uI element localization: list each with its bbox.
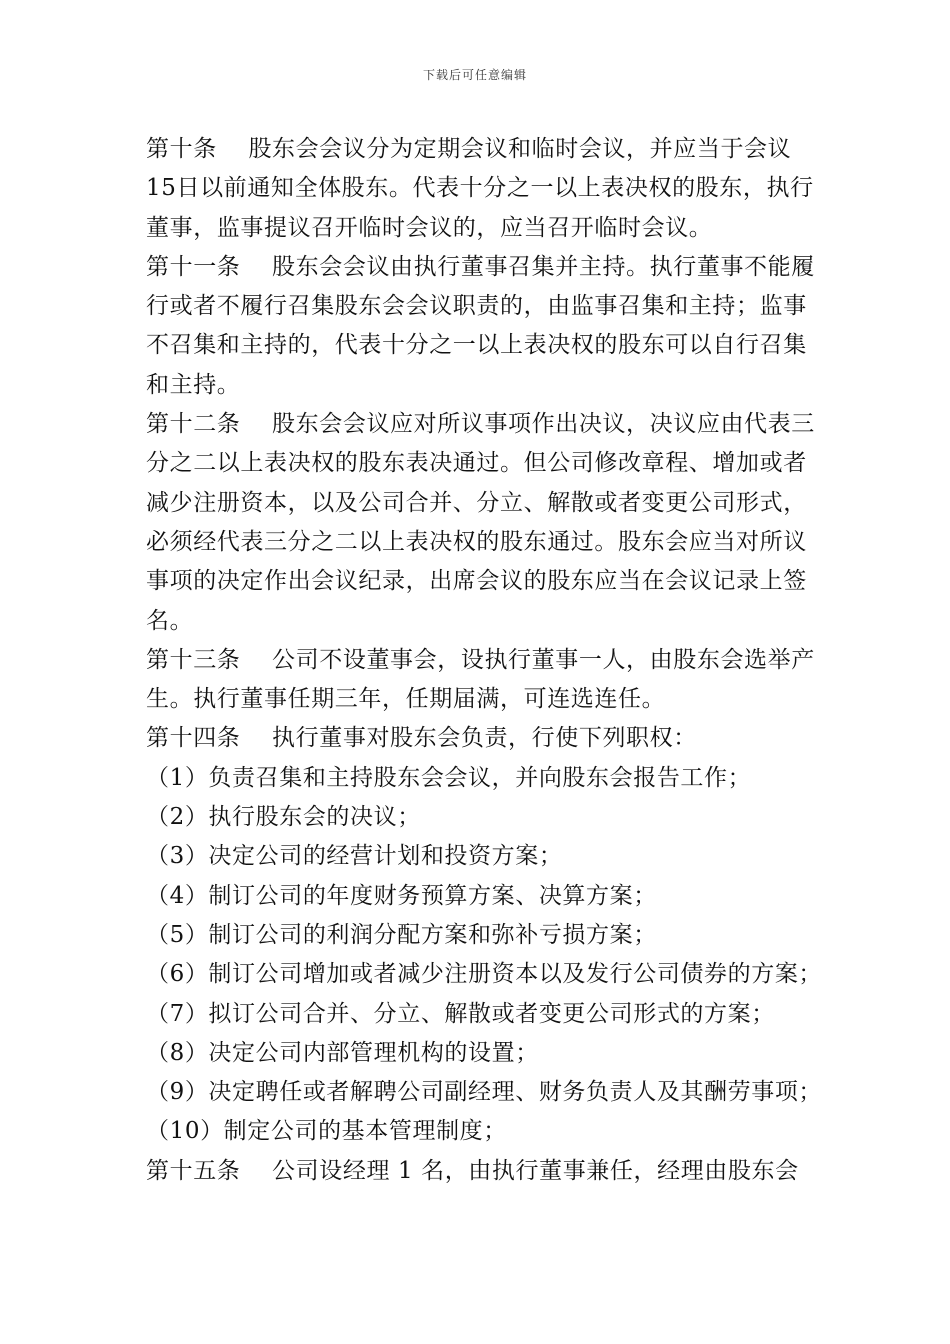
article-11: 第十一条 股东会会议由执行董事召集并主持。执行董事不能履行或者不履行召集股东会会议职责的，由监事召集和主持；监事不召集和主持的，代表十分之一以上表决权的股东可以自行召集和主持。 [146,253,815,398]
article-14-item-7: （7）拟订公司合并、分立、解散或者变更公司形式的方案； [146,1000,775,1027]
article-13: 第十三条 公司不设董事会，设执行董事一人，由股东会选举产生。执行董事任期三年，任期届满，可连选连任。 [146,646,815,713]
article-14-item-8: （8）决定公司内部管理机构的设置； [146,1039,539,1066]
article-14-item-3: （3）决定公司的经营计划和投资方案； [146,843,563,870]
page-header: 下载后可任意编辑 [422,68,527,82]
article-14-item-4: （4）制订公司的年度财务预算方案、决算方案； [146,882,657,909]
article-12: 第十二条 股东会会议应对所议事项作出决议，决议应由代表三分之二以上表决权的股东表决通过。但公司修改章程、增加或者减少注册资本，以及公司合并、分立、解散或者变更公司形式，必须经代表三分之二以上表决权的股东通过。股东会应当对所议事项的决定作出会议纪录，出席会议的股东应当在会议记录上签名。 [146,411,815,634]
article-14: 第十四条 执行董事对股东会负责，行使下列职权： [146,725,697,752]
article-14-item-5: （5）制订公司的利润分配方案和弥补亏损方案； [146,921,657,948]
article-14-item-6: （6）制订公司增加或者减少注册资本以及发行公司债券的方案； [146,961,823,988]
article-14-item-1: （1）负责召集和主持股东会会议，并向股东会报告工作； [146,764,752,791]
document-body [146,130,823,1191]
article-15: 第十五条 公司设经理 1 名，由执行董事兼任，经理由股东会 [146,1157,799,1184]
article-14-item-2: （2）执行股东会的决议； [146,804,421,831]
article-14-item-10: （10）制定公司的基本管理制度； [146,1118,507,1145]
article-10: 第十条 股东会会议分为定期会议和临时会议，并应当于会议15日以前通知全体股东。代表十分之一以上表决权的股东，执行董事，监事提议召开临时会议的，应当召开临时会议。 [146,136,814,241]
article-14-item-9: （9）决定聘任或者解聘公司副经理、财务负责人及其酬劳事项； [146,1079,823,1106]
